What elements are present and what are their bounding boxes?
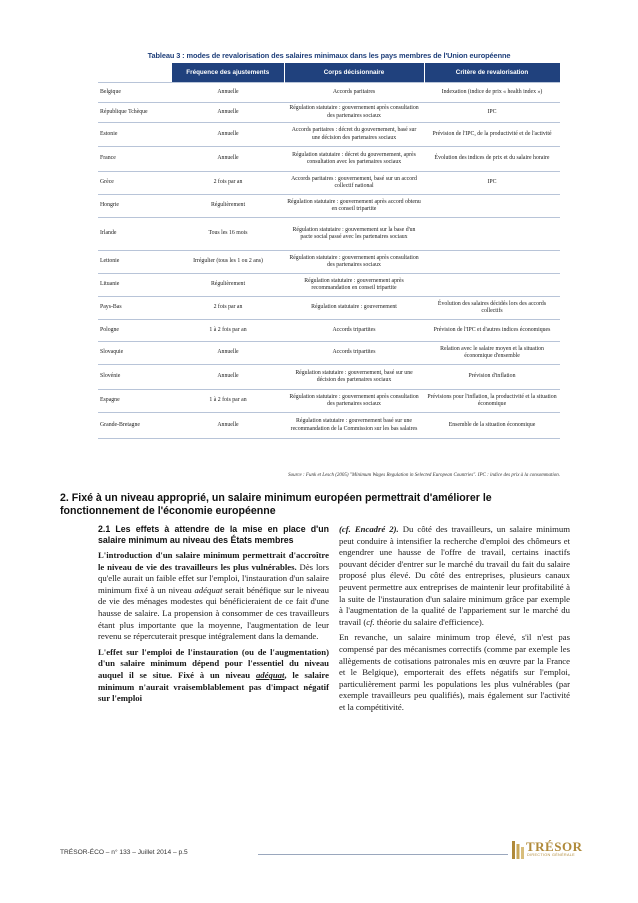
cell-criterion	[424, 274, 560, 297]
logo-subtitle: DIRECTION GÉNÉRALE	[527, 853, 576, 857]
cell-body: Régulation statutaire : gouvernement après recommandation en conseil tripartite	[284, 274, 424, 297]
table-row	[98, 251, 560, 274]
cell-body: Régulation statutaire : gouvernement, basé sur une décision des partenaires sociaux	[284, 365, 424, 390]
cell-criterion: Prévision de l'IPC, de la productivité et de l'activité	[424, 123, 560, 147]
cell-criterion: IPC	[424, 172, 560, 195]
lead-sentence: L'introduction d'un salaire minimum permettrait d'accroître le niveau de vie des travailleurs les plus vulnérables.	[98, 550, 329, 572]
cell-body: Régulation statutaire : gouvernement après consultation des partenaires sociaux	[284, 390, 424, 413]
header-criterion: Critère de revalorisation	[424, 63, 560, 83]
header-frequency: Fréquence des ajustements	[172, 63, 284, 83]
cell-body: Régulation statutaire : gouvernement après consultation des partenaires sociaux	[284, 103, 424, 123]
cell-frequency: Annuelle	[172, 365, 284, 390]
tresor-logo-icon	[512, 841, 524, 859]
cell-body: Régulation statutaire : gouvernement basé sur une recommandation de la Commission sur les bas salaires	[284, 413, 424, 439]
table-source-note: Source : Funk et Lesch (2005) "Minimum Wages Regulation in Selected European Countries". IPC : indice des prix à la consommation.	[288, 473, 560, 478]
left-paragraph-2	[98, 647, 329, 705]
cell-country: Slovénie	[98, 365, 172, 390]
cell-body: Accords paritaires : gouvernement, basé sur un accord collectif national	[284, 172, 424, 195]
table-row	[98, 274, 560, 297]
table-header-row	[98, 63, 560, 83]
cell-criterion: Ensemble de la situation économique	[424, 413, 560, 439]
cell-criterion	[424, 251, 560, 274]
table-row	[98, 390, 560, 413]
cell-frequency: Régulièrement	[172, 195, 284, 218]
header-body: Corps décisionnaire	[284, 63, 424, 83]
cell-criterion: Prévision d'inflation	[424, 365, 560, 390]
cell-country: Lettonie	[98, 251, 172, 274]
table-row	[98, 342, 560, 365]
right-p1-text: Du côté des travailleurs, un salaire minimum peut conduire à intensifier la recherche d'emploi des chômeurs et engendrer une hausse de l'offre de travail, certains inactifs pouvant décider d'entrer sur le marché du travail du fait du salaire proposé plus élevé. Du côté des entreprises, plusieurs canaux peuvent permettre aux entreprises de maintenir leur profitabilité à la suite de l'instauration d'un salaire minimum grâce par exemple à l'augmentation de la qualité de l'appariement sur le marché du travail (	[339, 524, 570, 627]
cell-criterion: Prévision de l'IPC et d'autres indices économiques	[424, 320, 560, 342]
revalorisation-table	[98, 63, 561, 439]
right-p1-cf: cf.	[366, 616, 375, 627]
right-p1-end: théorie du salaire d'efficience).	[374, 616, 484, 627]
left-p2-text-b: , le salaire minimum n'aurait vraisemblablement pas d'impact négatif sur l'emploi	[98, 669, 329, 704]
logo-name: TRÉSOR	[526, 839, 583, 854]
cell-body: Régulation statutaire : gouvernement après consultation des partenaires sociaux	[284, 251, 424, 274]
cell-criterion	[424, 218, 560, 251]
cell-criterion	[424, 195, 560, 218]
cell-frequency: Annuelle	[172, 342, 284, 365]
cell-body: Accords paritaires : décret du gouvernement, basé sur une décision des partenaires sociaux	[284, 123, 424, 147]
cell-frequency: Annuelle	[172, 123, 284, 147]
cell-criterion: Relation avec le salaire moyen et la situation économique d'ensemble	[424, 342, 560, 365]
cell-body: Régulation statutaire : décret du gouvernement, après consultation avec les partenaires sociaux	[284, 147, 424, 172]
footer-text: TRÉSOR-ÉCO – n° 133 – Juillet 2014 – p.5	[60, 849, 188, 856]
cell-country: Grande-Bretagne	[98, 413, 172, 439]
tresor-logo	[512, 839, 583, 861]
left-paragraph-1	[98, 550, 329, 643]
right-paragraph-2: En revanche, un salaire minimum trop élevé, s'il n'est pas compensé par des mécanismes correctifs (comme par exemple les allègements de cotisations patronales mis en œuvre par la France et le Belgique), emporterait des effets négatifs sur l'emploi, particulièrement parmi les populations les plus vulnérables (par exemple travailleurs peu qualifiés), mais également sur l'activité et la compétitivité.	[339, 632, 570, 712]
cell-frequency: 1 à 2 fois par an	[172, 320, 284, 342]
cell-criterion: Prévisions pour l'inflation, la productivité et la situation économique	[424, 390, 560, 413]
cell-criterion: IPC	[424, 103, 560, 123]
table-row	[98, 218, 560, 251]
cell-criterion: Évolution des indices de prix et du salaire horaire	[424, 147, 560, 172]
table-row	[98, 103, 560, 123]
left-p1-text-a: Dès lors qu'elle aurait un faible effet sur l'emploi, l'instauration d'un salaire minimum fixé à un niveau	[98, 561, 329, 595]
cell-frequency: Tous les 16 mois	[172, 218, 284, 251]
left-column	[98, 524, 329, 709]
cell-country: France	[98, 147, 172, 172]
right-column	[339, 524, 570, 718]
cell-frequency: Annuelle	[172, 103, 284, 123]
table-row	[98, 147, 560, 172]
cell-criterion: Évolution des salaires décidés lors des accords collectifs	[424, 297, 560, 320]
cell-body: Régulation statutaire : gouvernement sur la base d'un pacte social passé avec les partenaires sociaux	[284, 218, 424, 251]
box-reference: (cf. Encadré 2).	[339, 524, 399, 534]
cell-frequency: Régulièrement	[172, 274, 284, 297]
cell-country: Pays-Bas	[98, 297, 172, 320]
cell-country: Grèce	[98, 172, 172, 195]
cell-country: République Tchèque	[98, 103, 172, 123]
cell-body: Accords tripartites	[284, 320, 424, 342]
cell-frequency: Annuelle	[172, 83, 284, 103]
cell-frequency: Irrégulier (tous les 1 ou 2 ans)	[172, 251, 284, 274]
table-row	[98, 413, 560, 439]
left-p1-text-b: serait bénéfique sur le niveau de vie des ménages modestes qui bénéficieraient de ce fait d'une hausse de salaire. La propension à consommer de ces travailleurs étant plus importante que la moyenne, l'augmentation de leur revenu se répercuterait presque intégralement dans la demande.	[98, 584, 330, 642]
cell-criterion: Indexation (indice de prix « health index »)	[424, 83, 560, 103]
table-row	[98, 172, 560, 195]
cell-country: Irlande	[98, 218, 172, 251]
table-row	[98, 195, 560, 218]
left-p2-text-a: L'effet sur l'emploi de l'instauration (ou de l'augmentation) d'un salaire minimum dépend pour l'essentiel du niveau auquel il se situe. Fixé à un niveau	[98, 646, 329, 680]
footer-divider	[258, 854, 508, 855]
cell-country: Hongrie	[98, 195, 172, 218]
cell-country: Espagne	[98, 390, 172, 413]
cell-country: Pologne	[98, 320, 172, 342]
header-corner	[98, 63, 172, 83]
table-body	[98, 83, 560, 439]
table-row	[98, 365, 560, 390]
cell-frequency: 2 fois par an	[172, 172, 284, 195]
right-paragraph-1	[339, 524, 570, 628]
cell-frequency: 2 fois par an	[172, 297, 284, 320]
cell-country: Slovaquie	[98, 342, 172, 365]
section-title: 2. Fixé à un niveau approprié, un salaire minimum européen permettrait d'améliorer le fonctionnement de l'économie européenne	[60, 492, 492, 517]
cell-frequency: Annuelle	[172, 147, 284, 172]
cell-body: Accords paritaires	[284, 83, 424, 103]
table-row	[98, 123, 560, 147]
table-row	[98, 320, 560, 342]
left-p1-emphasis: adéquat	[194, 584, 223, 595]
cell-body: Régulation statutaire : gouvernement après accord obtenu en conseil tripartite	[284, 195, 424, 218]
left-p2-emphasis: adéquat	[255, 669, 285, 680]
cell-country: Estonie	[98, 123, 172, 147]
cell-frequency: Annuelle	[172, 413, 284, 439]
cell-body: Régulation statutaire : gouvernement	[284, 297, 424, 320]
cell-country: Belgique	[98, 83, 172, 103]
cell-body: Accords tripartites	[284, 342, 424, 365]
table-title: Tableau 3 : modes de revalorisation des salaires minimaux dans les pays membres de l'Union européenne	[147, 51, 511, 60]
table-row	[98, 297, 560, 320]
cell-country: Lituanie	[98, 274, 172, 297]
subsection-heading: 2.1 Les effets à attendre de la mise en place d'un salaire minimum au niveau des États membres	[98, 524, 329, 545]
table-row	[98, 83, 560, 103]
cell-frequency: 1 à 2 fois par an	[172, 390, 284, 413]
